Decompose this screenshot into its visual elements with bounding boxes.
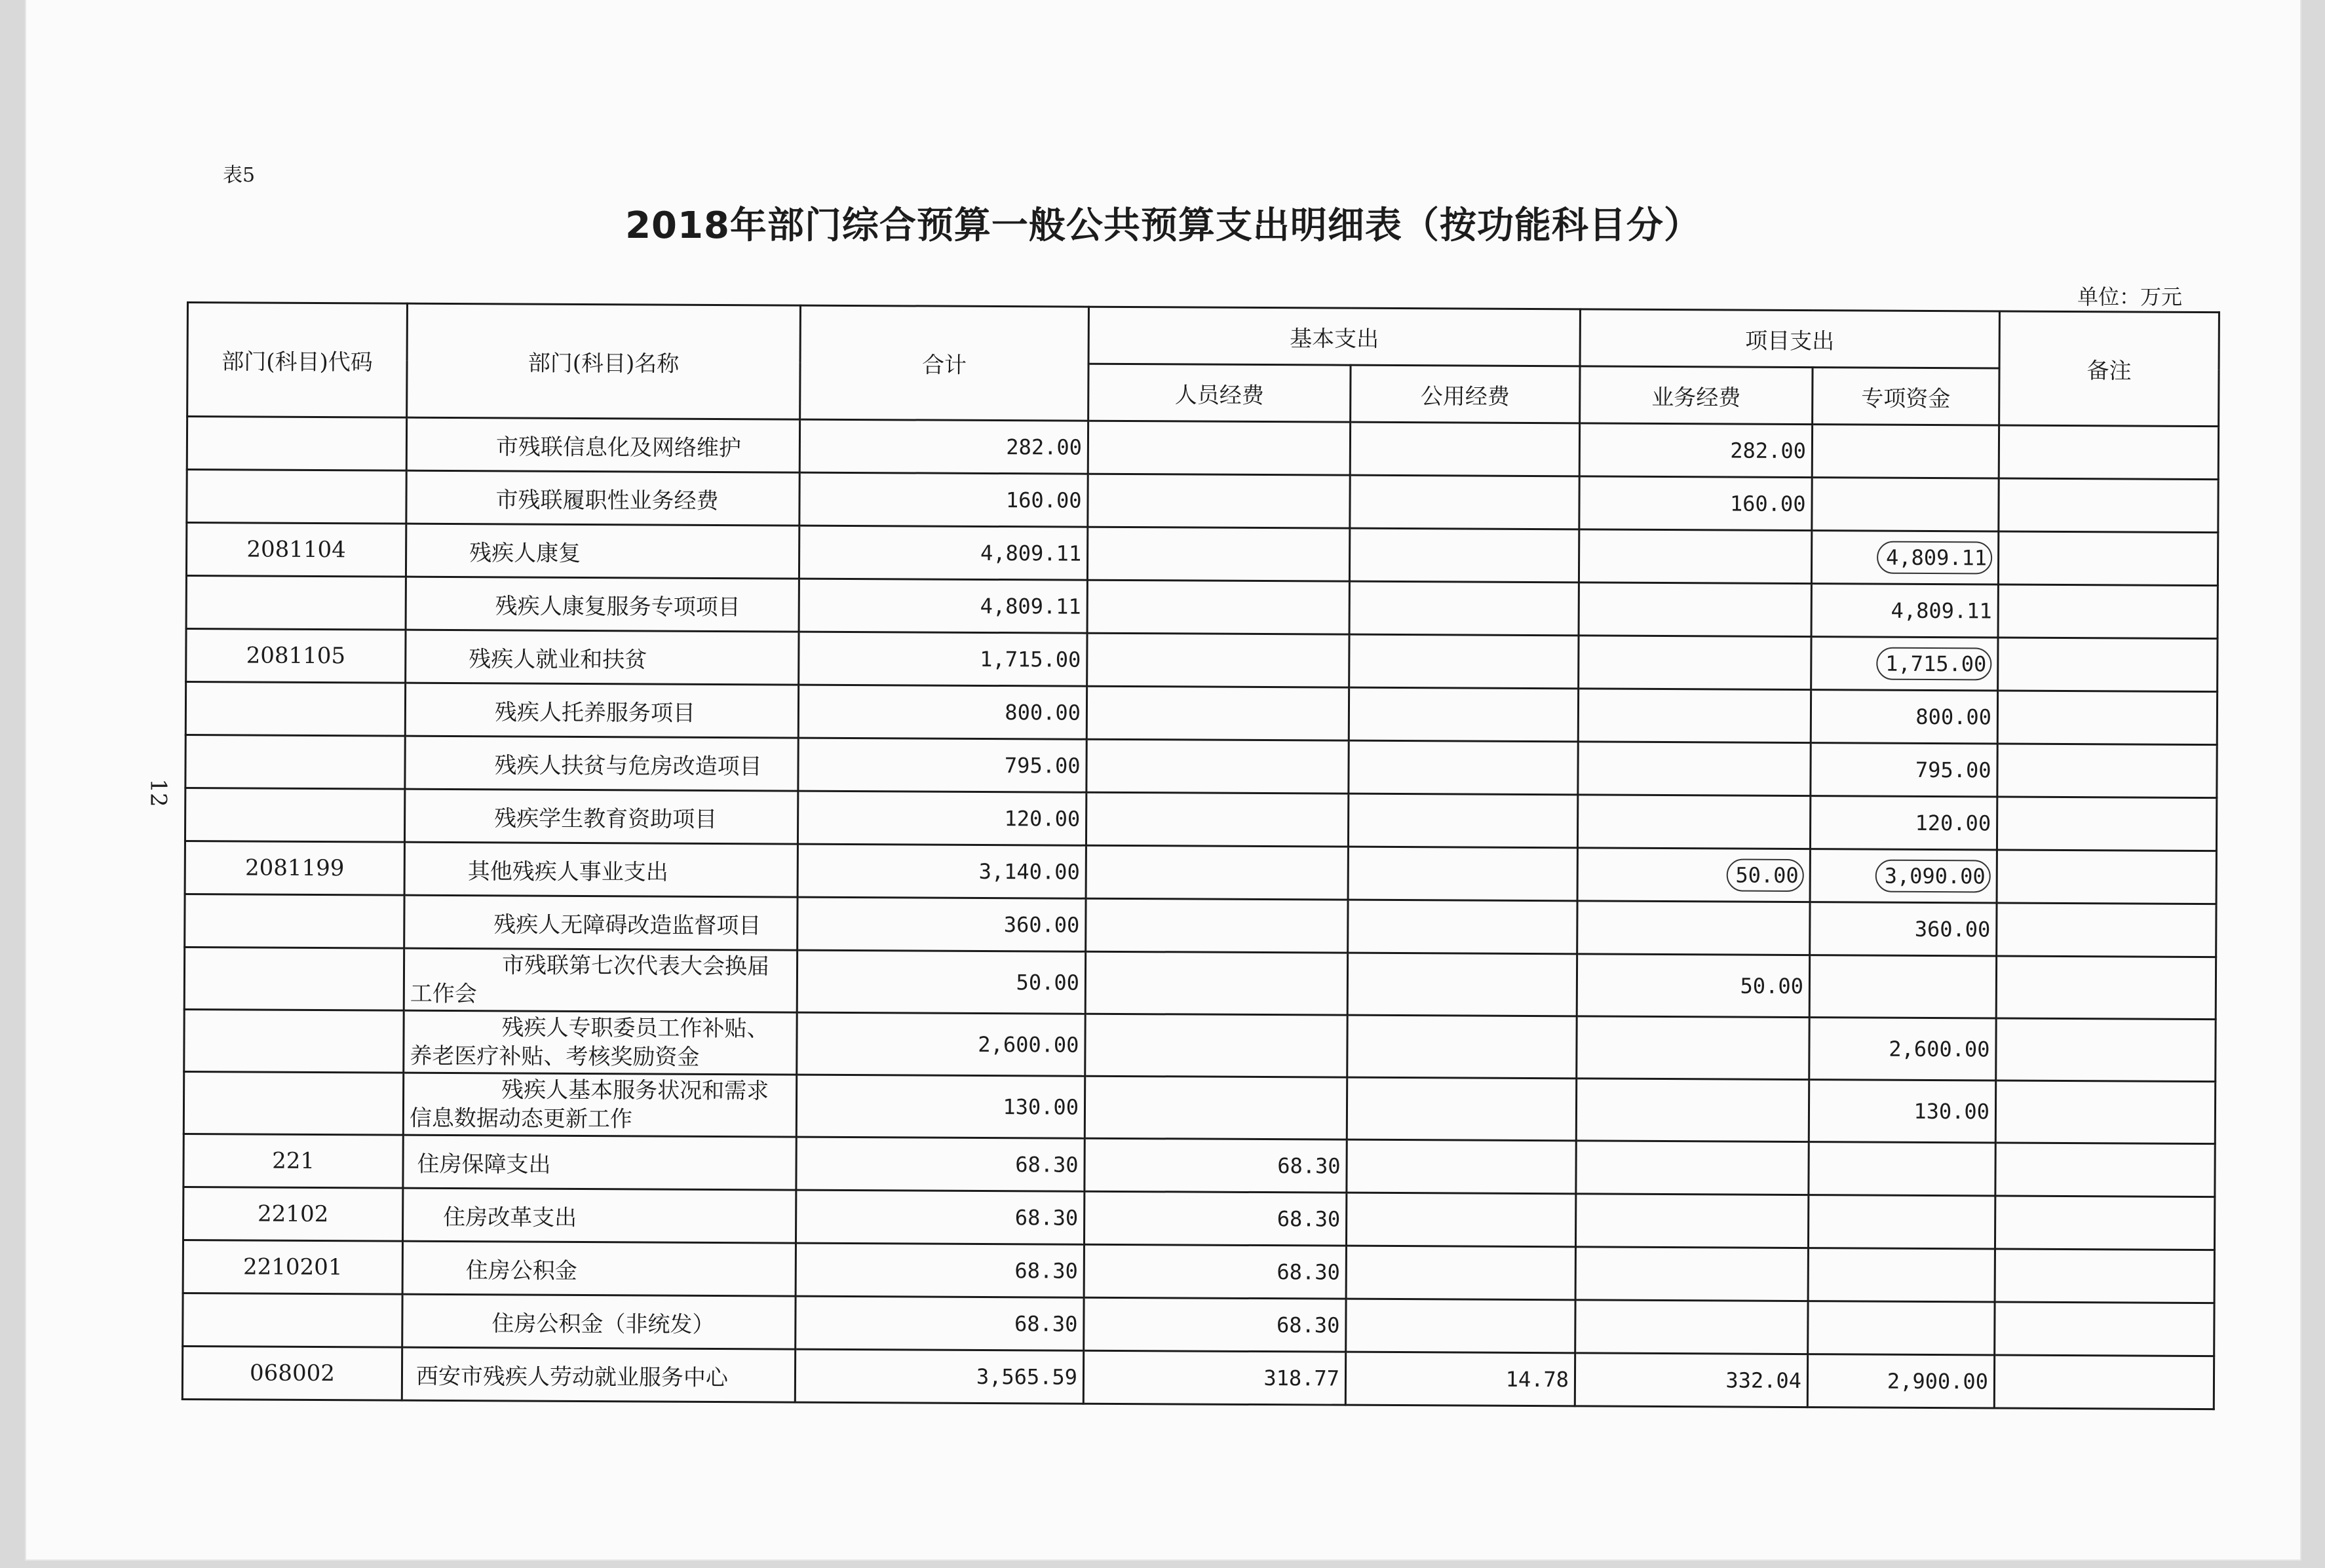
table-row [183,1187,2214,1250]
cell-personnel [1087,527,1349,581]
cell-remark [1997,903,2216,957]
cell-remark [1998,584,2218,639]
cell-total: 3,140.00 [797,844,1086,898]
cell-total: 68.30 [796,1190,1084,1244]
cell-remark [1998,531,2218,586]
cell-remark [1995,1080,2215,1144]
cell-personnel [1085,1076,1347,1139]
cell-special: 360.00 [1810,902,1997,956]
cell-public [1350,475,1579,529]
table-row [184,947,2216,1019]
cell-code: 068002 [182,1346,402,1400]
table-row [187,470,2218,533]
cell-code [185,682,405,736]
cell-name: 住房公积金（非统发） [402,1294,796,1349]
circled-value: 1,715.00 [1876,647,1991,681]
cell-personnel: 318.77 [1083,1350,1345,1405]
cell-remark [1999,478,2218,533]
cell-code [187,417,406,471]
table-row [184,1009,2216,1081]
cell-business [1579,583,1811,637]
cell-special: 2,900.00 [1807,1354,1994,1408]
cell-total: 130.00 [796,1075,1085,1138]
circled-value: 50.00 [1726,858,1804,892]
table-row [183,1293,2214,1356]
cell-special [1809,955,1996,1018]
cell-business [1575,1247,1808,1301]
table-row [185,894,2216,957]
cell-code [187,470,406,524]
cell-remark [1997,744,2217,798]
cell-remark [1997,850,2216,904]
cell-special [1808,1301,1995,1355]
circled-value: 4,809.11 [1877,541,1992,575]
cell-name-line2: 工作会 [410,980,477,1008]
header-name: 部门(科目)名称 [407,303,801,419]
table-row [186,629,2218,692]
cell-total: 68.30 [796,1137,1085,1191]
cell-total: 120.00 [797,791,1086,845]
cell-personnel [1085,1014,1347,1077]
cell-public [1348,847,1577,901]
unit-label: 单位：万元 [2077,284,2183,309]
cell-special [1812,478,1999,531]
table-row [185,788,2216,851]
cell-public [1349,581,1579,636]
cell-remark [1995,1249,2214,1303]
cell-public [1347,1015,1577,1079]
cell-remark [1995,1196,2214,1250]
cell-business [1577,1016,1809,1080]
cell-remark [1998,638,2218,692]
cell-personnel: 68.30 [1084,1297,1346,1352]
cell-special [1810,849,1997,903]
cell-special: 4,809.11 [1811,584,1998,638]
cell-personnel [1086,686,1349,740]
cell-special [1808,1248,1995,1302]
cell-personnel: 68.30 [1085,1138,1347,1193]
cell-code [185,894,404,948]
cell-code [184,947,404,1010]
cell-public [1348,900,1577,954]
cell-total: 1,715.00 [799,632,1087,686]
cell-total: 160.00 [799,472,1088,527]
cell-remark [1997,797,2216,851]
cell-remark [1997,691,2217,745]
cell-code [186,576,406,630]
cell-total: 68.30 [796,1296,1084,1350]
cell-code: 221 [183,1134,403,1188]
cell-total: 50.00 [797,950,1085,1014]
cell-name-line2: 信息数据动态更新工作 [409,1105,633,1133]
cell-name [404,948,797,1012]
cell-public [1347,1139,1576,1194]
cell-personnel [1088,474,1350,528]
cell-name: 住房改革支出 [402,1188,796,1243]
cell-code [185,788,404,842]
cell-special [1812,425,1999,478]
cell-total: 3,565.59 [795,1349,1083,1404]
cell-public [1346,1193,1575,1247]
cell-name-line1: 残疾人专职委员工作补贴、 [501,1014,769,1042]
cell-name: 市残联信息化及网络维护 [406,417,799,472]
table-row [186,576,2218,639]
cell-personnel: 68.30 [1084,1191,1346,1246]
table-row [183,1134,2215,1196]
cell-total: 2,600.00 [797,1012,1085,1076]
cell-total: 795.00 [798,738,1086,792]
cell-code [184,1009,404,1073]
cell-code [183,1293,402,1347]
cell-code: 2081104 [186,523,406,577]
header-code: 部门(科目)代码 [187,303,408,418]
cell-name: 住房保障支出 [403,1135,796,1190]
cell-special: 795.00 [1811,743,1997,797]
cell-business: 282.00 [1579,423,1812,478]
cell-name: 残疾人康复 [406,524,799,579]
cell-total: 68.30 [796,1243,1084,1297]
cell-name: 残疾人托养服务项目 [405,683,798,738]
cell-special [1811,637,1998,691]
cell-special [1809,1142,1995,1196]
cell-total: 4,809.11 [799,526,1087,580]
table-row [182,1346,2214,1409]
cell-special: 2,600.00 [1809,1018,1996,1080]
cell-business [1575,1300,1808,1354]
document-page [26,0,2300,1559]
cell-code [185,735,405,789]
table-row [185,841,2216,904]
cell-personnel [1087,580,1349,634]
table-row [185,735,2217,797]
cell-name [404,1010,797,1075]
header-project: 项目支出 [1580,309,1999,368]
cell-business [1576,1079,1809,1142]
cell-personnel [1086,898,1348,953]
cell-name: 残疾人康复服务专项项目 [406,577,799,632]
cell-name-line1: 市残联第七次代表大会换届 [501,952,770,980]
table-row [183,1071,2215,1143]
cell-public [1350,422,1579,476]
header-basic: 基本支出 [1088,307,1580,366]
budget-table [182,301,2220,1410]
cell-personnel [1086,739,1349,794]
cell-special [1811,531,1998,584]
cell-code [183,1071,403,1135]
cell-code: 2081105 [186,629,406,683]
cell-business [1576,1141,1809,1195]
cell-name-line2: 养老医疗补贴、考核奖励资金 [410,1042,700,1071]
cell-personnel [1085,951,1347,1015]
cell-remark [1996,956,2216,1020]
cell-name: 市残联履职性业务经费 [406,470,799,526]
cell-business: 332.04 [1575,1353,1807,1407]
cell-special: 800.00 [1811,690,1997,744]
table-label: 表5 [223,164,256,187]
cell-public [1348,794,1577,848]
cell-personnel [1086,845,1348,900]
header-total: 合计 [800,305,1089,421]
cell-name [403,1073,796,1137]
cell-public [1349,687,1578,742]
cell-business: 160.00 [1579,476,1812,531]
header-personnel: 人员经费 [1088,364,1351,422]
table-body [182,417,2218,1409]
cell-business [1577,795,1810,849]
cell-business [1579,529,1811,584]
cell-remark [1995,1302,2214,1356]
table-row [187,417,2218,480]
cell-code: 2081199 [185,841,404,895]
cell-public [1349,740,1578,795]
cell-public [1349,528,1579,583]
cell-total: 282.00 [799,419,1088,474]
cell-remark [1994,1355,2214,1409]
header-public: 公用经费 [1351,365,1580,423]
cell-special: 120.00 [1810,796,1997,850]
table-row [185,682,2217,745]
cell-name: 西安市残疾人劳动就业服务中心 [402,1347,795,1402]
cell-public [1346,1246,1575,1300]
cell-remark [1996,1018,2216,1082]
cell-business [1578,742,1811,796]
cell-code: 2210201 [183,1240,402,1294]
cell-business [1579,636,1811,690]
cell-personnel: 68.30 [1084,1244,1346,1299]
cell-name: 残疾人就业和扶贫 [406,630,799,685]
header-business: 业务经费 [1580,366,1813,425]
cell-personnel [1087,633,1349,687]
cell-total: 800.00 [798,685,1086,739]
cell-business: 50.00 [1577,954,1809,1018]
cell-name: 住房公积金 [402,1241,796,1296]
table-row [183,1240,2214,1303]
cell-public [1346,1299,1575,1353]
cell-special: 130.00 [1809,1080,1995,1143]
cell-business [1577,848,1810,902]
cell-name: 残疾学生教育资助项目 [404,789,797,844]
circled-value: 3,090.00 [1875,860,1990,893]
cell-name: 其他残疾人事业支出 [404,842,797,897]
cell-name: 残疾人无障碍改造监督项目 [404,895,797,950]
cell-name-line1: 残疾人基本服务状况和需求 [501,1077,769,1105]
cell-public: 14.78 [1345,1352,1575,1406]
cell-public [1349,634,1579,689]
cell-personnel [1086,792,1348,847]
cell-special [1808,1195,1995,1249]
header-special: 专项资金 [1813,368,1999,425]
cell-total: 360.00 [797,897,1086,951]
cell-remark [1995,1143,2215,1197]
cell-public [1347,1077,1576,1141]
table-row [186,523,2218,586]
cell-business [1578,689,1811,743]
side-page-number: 12 [145,778,172,807]
cell-public [1347,953,1577,1016]
cell-code: 22102 [183,1187,402,1241]
cell-business [1575,1194,1808,1248]
cell-name: 残疾人扶贫与危房改造项目 [405,736,798,791]
cell-business [1577,901,1810,955]
cell-total: 4,809.11 [799,579,1087,633]
page-title: 2018年部门综合预算一般公共预算支出明细表（按功能科目分） [625,204,1701,247]
cell-personnel [1088,421,1350,475]
cell-remark [1999,425,2218,480]
header-remark: 备注 [1999,311,2219,427]
